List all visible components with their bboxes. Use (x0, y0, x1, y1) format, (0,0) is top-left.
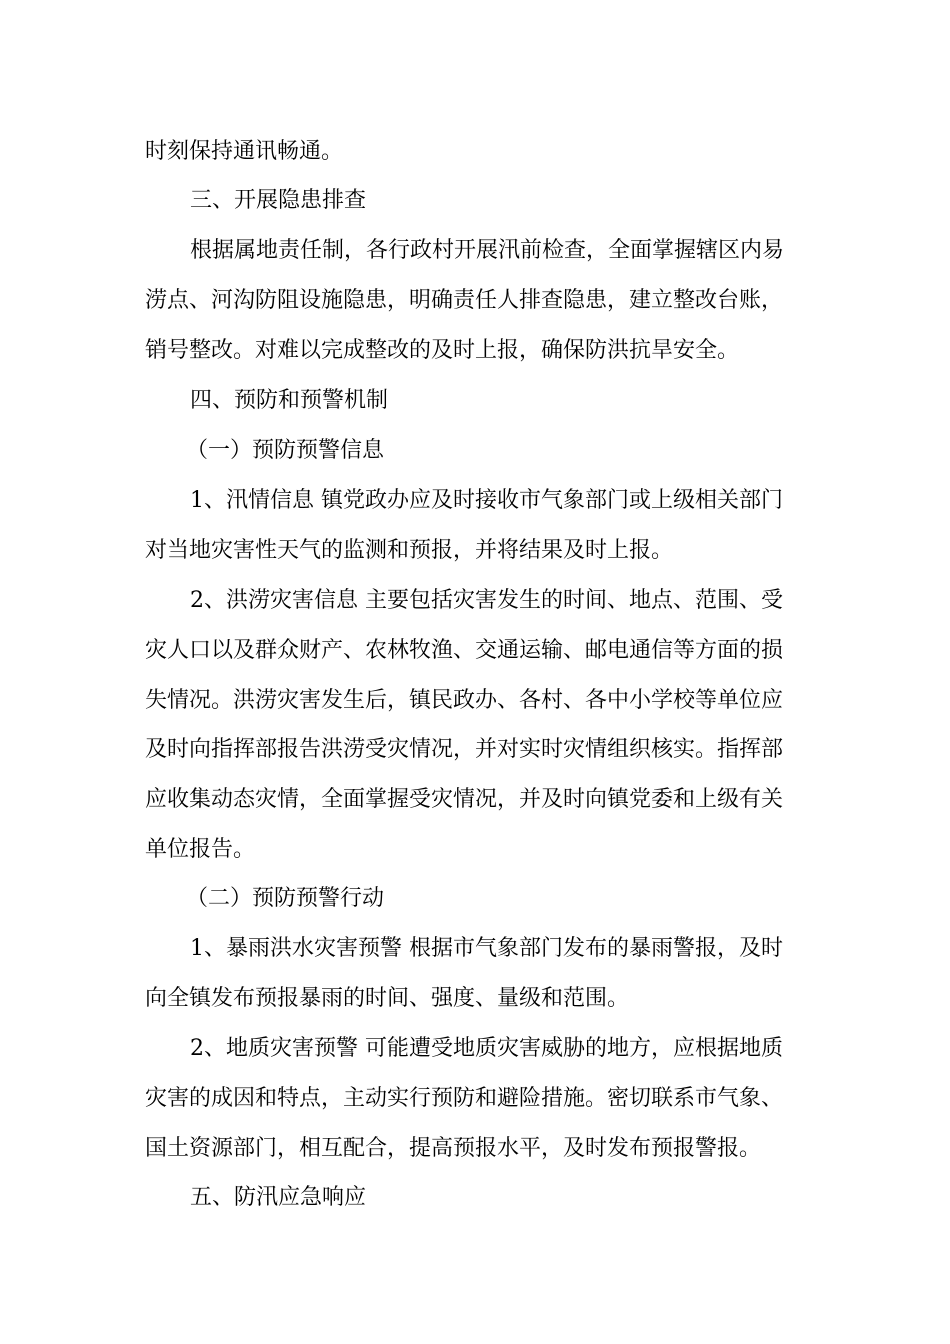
paragraph-line: 及时向指挥部报告洪涝受灾情况，并对实时灾情组织核实。指挥部 (145, 737, 784, 762)
paragraph-line: 灾害的成因和特点，主动实行预防和避险措施。密切联系市气象、 (145, 1086, 784, 1111)
paragraph-line: 2、洪涝灾害信息 主要包括灾害发生的时间、地点、范围、受 (190, 588, 783, 613)
section-heading-5: 五、防汛应急响应 (190, 1185, 367, 1210)
paragraph-line: 国土资源部门，相互配合，提高预报水平，及时发布预报警报。 (145, 1136, 762, 1161)
subsection-heading-1: （一）预防预警信息 (186, 438, 385, 463)
paragraph-line: 销号整改。对难以完成整改的及时上报，确保防洪抗旱安全。 (145, 338, 740, 363)
paragraph-line: 1、汛情信息 镇党政办应及时接收市气象部门或上级相关部门 (190, 488, 783, 513)
section-heading-3: 三、开展隐患排查 (190, 188, 367, 213)
paragraph-line: 应收集动态灾情，全面掌握受灾情况，并及时向镇党委和上级有关 (145, 787, 784, 812)
paragraph-line: 灾人口以及群众财产、农林牧渔、交通运输、邮电通信等方面的损 (145, 638, 784, 663)
paragraph-line: 失情况。洪涝灾害发生后，镇民政办、各村、各中小学校等单位应 (145, 688, 784, 713)
paragraph-line: 向全镇发布预报暴雨的时间、强度、量级和范围。 (145, 986, 630, 1011)
paragraph-line: 根据属地责任制，各行政村开展汛前检查，全面掌握辖区内易 (190, 238, 785, 263)
paragraph-line: 1、暴雨洪水灾害预警 根据市气象部门发布的暴雨警报，及时 (190, 936, 783, 961)
subsection-heading-2: （二）预防预警行动 (186, 886, 385, 911)
paragraph-line: 单位报告。 (145, 837, 256, 862)
section-heading-4: 四、预防和预警机制 (190, 388, 389, 413)
paragraph-line: 2、地质灾害预警 可能遭受地质灾害威胁的地方，应根据地质 (190, 1036, 783, 1061)
paragraph-continuation: 时刻保持通讯畅通。 (145, 139, 344, 164)
paragraph-line: 对当地灾害性天气的监测和预报，并将结果及时上报。 (145, 538, 674, 563)
paragraph-line: 涝点、河沟防阻设施隐患，明确责任人排查隐患，建立整改台账， (145, 288, 784, 313)
